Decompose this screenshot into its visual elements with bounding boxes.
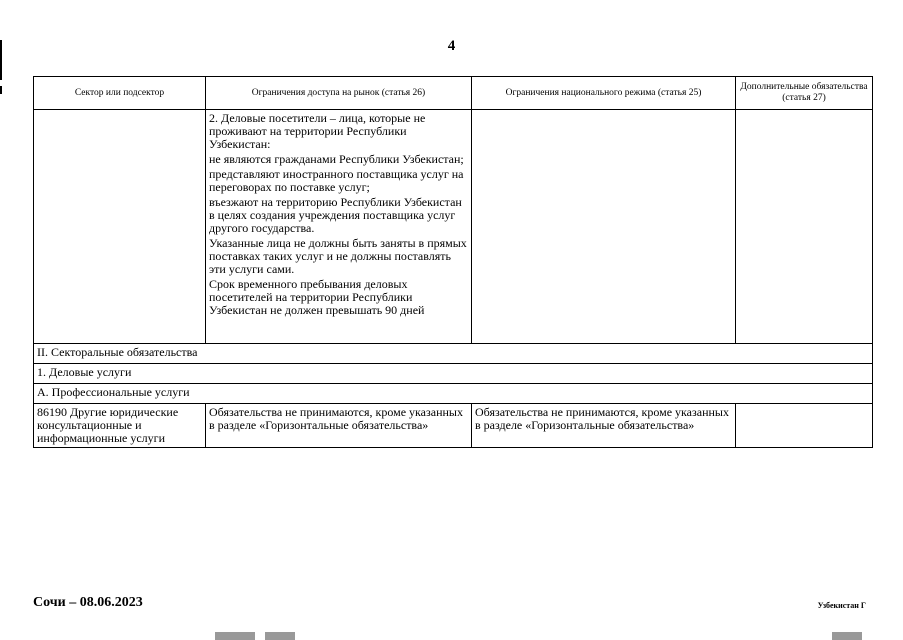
section-row bbox=[34, 364, 873, 384]
visitors-paragraph: въезжают на территорию Республики Узбекистан в целях создания учреждения поставщика услуг другого государства. bbox=[209, 195, 462, 235]
header-market-access: Ограничения доступа на рынок (статья 26) bbox=[206, 77, 472, 110]
header-sector: Сектор или подсектор bbox=[34, 77, 206, 110]
visitors-paragraph: Указанные лица не должны быть заняты в прямых поставках таких услуг и не должны поставлять эти услуги сами. bbox=[209, 236, 467, 276]
margin-mark bbox=[0, 86, 2, 94]
cell-legal-additional bbox=[736, 404, 873, 448]
table-header-row bbox=[34, 77, 873, 110]
visitors-paragraph: представляют иностранного поставщика услуг на переговорах по поставке услуг; bbox=[209, 167, 464, 194]
page-number: 4 bbox=[447, 38, 456, 54]
section-professional-services: А. Профессиональные услуги bbox=[34, 384, 873, 404]
cell-legal-market-access: Обязательства не принимаются, кроме указанных в разделе «Горизонтальные обязательства» bbox=[206, 404, 472, 448]
header-additional: Дополнительные обязательства (статья 27) bbox=[736, 77, 873, 110]
cell-legal-sector: 86190 Другие юридические консультационные и информационные услуги bbox=[34, 404, 206, 448]
visitors-paragraph: Срок временного пребывания деловых посетителей на территории Республики Узбекистан не должен превышать 90 дней bbox=[209, 277, 425, 317]
scan-artifact bbox=[265, 632, 295, 640]
cell-additional-empty bbox=[736, 110, 873, 344]
schedule-table bbox=[33, 76, 873, 448]
scan-artifact bbox=[832, 632, 862, 640]
cell-legal-national-treatment: Обязательства не принимаются, кроме указанных в разделе «Горизонтальные обязательства» bbox=[472, 404, 736, 448]
cell-national-empty bbox=[472, 110, 736, 344]
section-business-services: 1. Деловые услуги bbox=[34, 364, 873, 384]
visitors-paragraph: 2. Деловые посетители – лица, которые не проживают на территории Республики Узбекистан: bbox=[209, 111, 426, 151]
section-row bbox=[34, 384, 873, 404]
section-sectoral-commitments: II. Секторальные обязательства bbox=[34, 344, 873, 364]
cell-sector-empty bbox=[34, 110, 206, 344]
visitors-paragraph: не являются гражданами Республики Узбекистан; bbox=[209, 152, 464, 166]
cell-business-visitors bbox=[206, 110, 472, 344]
section-row bbox=[34, 344, 873, 364]
footer-date: Сочи – 08.06.2023 bbox=[33, 595, 143, 610]
footer-country-mark: Узбекистан Г bbox=[817, 601, 866, 610]
table-row bbox=[34, 404, 873, 448]
scan-artifact bbox=[215, 632, 255, 640]
header-national-treatment: Ограничения национального режима (статья 25) bbox=[472, 77, 736, 110]
table-row bbox=[34, 110, 873, 344]
